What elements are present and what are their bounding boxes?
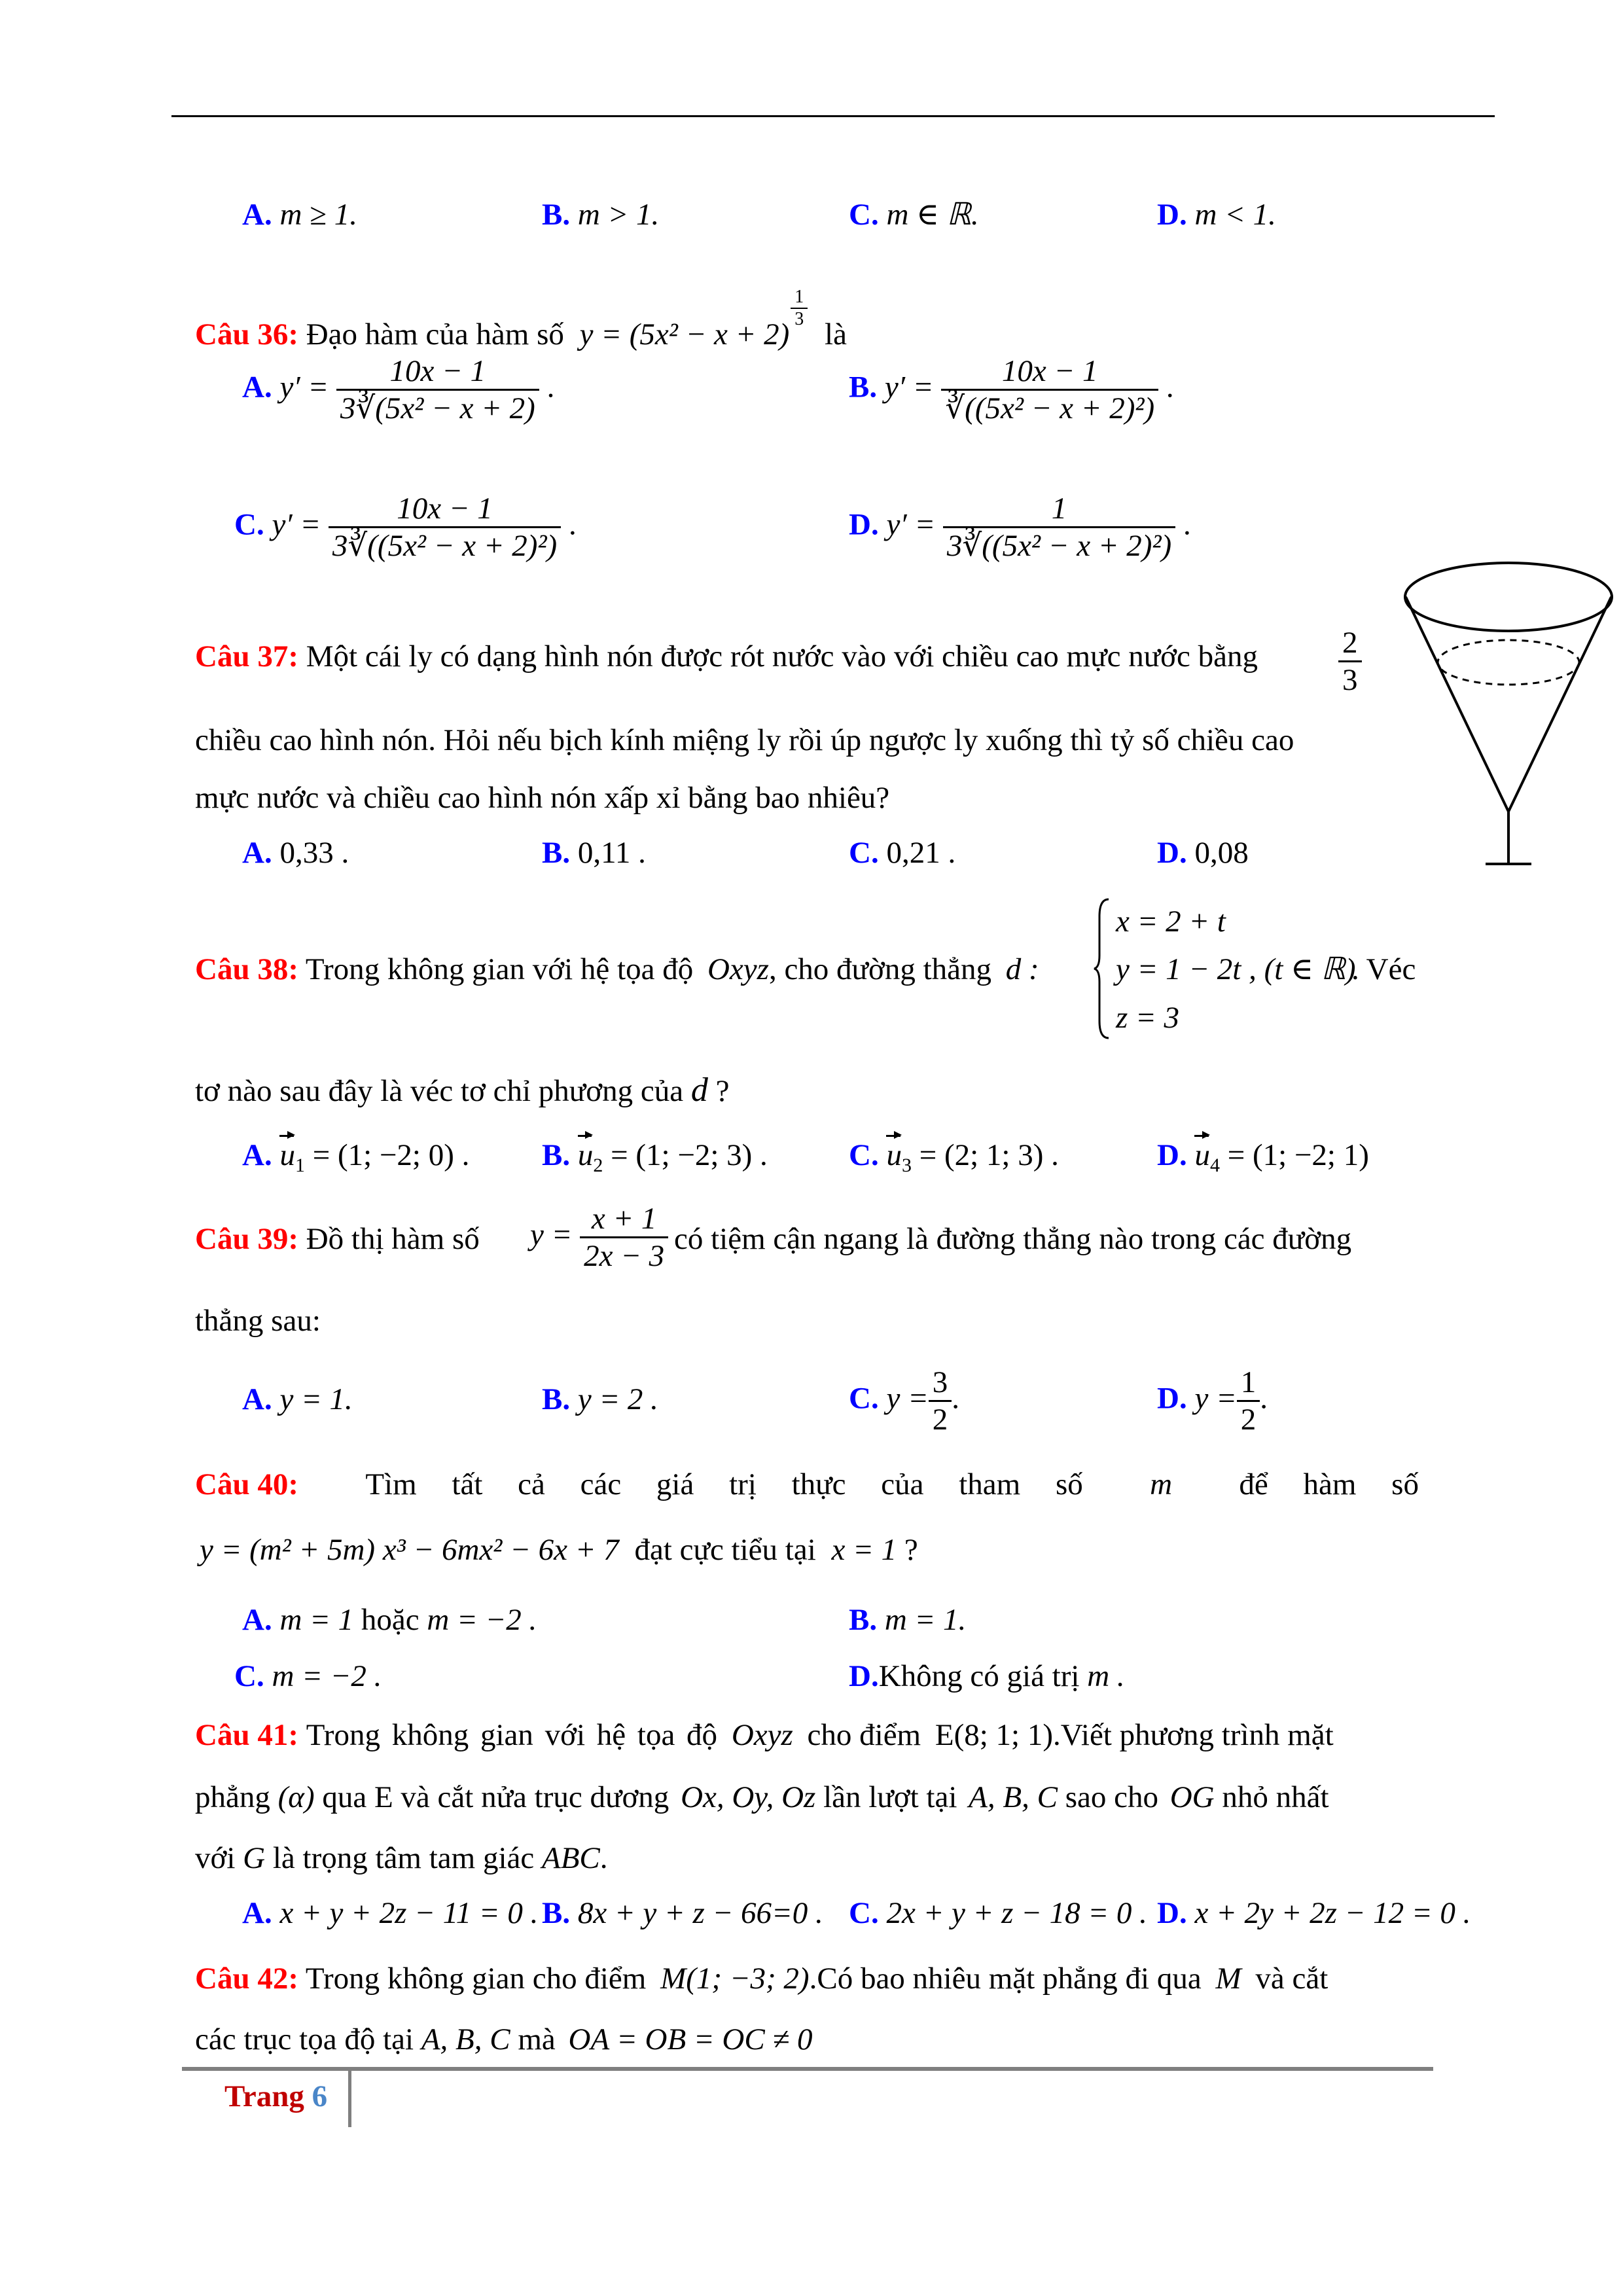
q36-option-c: C. y′ = $\frac{10x - 1}{\text{3∛((5x² − x + 2)²)}}$ . xyxy=(234,492,577,564)
q39-text2: có tiệm cận ngang là đường thẳng nào trong các đường xyxy=(674,1222,1352,1256)
q41-line1: Câu 41: Trong không gian với hệ tọa độ Oxyz cho điểm E(8; 1; 1).Viết phương trình mặt xyxy=(195,1718,1334,1752)
page-number: Trang 6 xyxy=(224,2079,328,2113)
footer-rule xyxy=(182,2067,1433,2071)
q36-option-a: A. y′ = $\frac{10x - 1}{\text{3∛(5x² − x + 2)}}$ . xyxy=(242,354,555,426)
q35-option-d: D. m < 1. xyxy=(1157,198,1276,232)
q41-line3: với G là trọng tâm tam giác ABC. xyxy=(195,1841,608,1875)
q40-option-b: B. m = 1. xyxy=(849,1603,967,1637)
q42-line2: các trục tọa độ tại A, B, C mà OA = OB = OC ≠ 0 xyxy=(195,2022,813,2056)
q41-line2: phẳng (α) qua E và cắt nửa trục dương Ox, Oy, Oz lần lượt tại A, B, C sao cho OG nhỏ nhất xyxy=(195,1780,1329,1814)
q36-option-d: D. y′ = $\frac{1}{\text{3∛((5x² − x + 2)²)}}$ . xyxy=(849,492,1191,564)
q37-option-d: D. 0,08 xyxy=(1157,836,1249,870)
q36-b-fraction: $\frac{10x - 1}{\text{∛((5x² − x + 2)²)}}$ xyxy=(941,353,1158,426)
q38-option-a: A. $u_1 = (1$; −2; 0) . xyxy=(242,1138,470,1176)
q38-system-line1: x = 2 + t xyxy=(1116,905,1226,939)
q39-option-c: C. y = $\frac{3}{2}$ . xyxy=(849,1365,960,1437)
q35-option-a: A. m ≥ 1. xyxy=(242,198,357,232)
q39-option-a: A. y = 1. xyxy=(242,1382,353,1416)
q36-exponent: $\frac{1}{3}$ xyxy=(791,287,808,330)
q37-line2: chiều cao hình nón. Hỏi nếu bịch kính miệng ly rồi úp ngược ly xuống thì tỷ số chiều cao xyxy=(195,723,1294,757)
q39-option-d: D. y = $\frac{1}{2}$ . xyxy=(1157,1365,1268,1437)
cone-rim xyxy=(1405,563,1612,631)
cone-right-side xyxy=(1508,597,1611,812)
q40-option-c: C. m = −2 . xyxy=(234,1659,382,1693)
q40-line1: Câu 40: Tìm tất cả các giá trị thực của tham số m để hàm số xyxy=(195,1467,1419,1501)
q35-option-b: B. m > 1. xyxy=(542,198,660,232)
q39-line2: thẳng sau: xyxy=(195,1304,321,1338)
cone-glass-figure xyxy=(1400,556,1623,870)
q38-option-b: B. $u_2 = (1$; −2; 3) . xyxy=(542,1138,768,1176)
q41-option-c: C. 2x + y + z − 18 = 0 . xyxy=(849,1896,1147,1930)
q37-option-b: B. 0,11 . xyxy=(542,836,646,870)
q36-option-b: B. y′ = $\frac{10x - 1}{\text{∛((5x² − x + 2)²)}}$ . xyxy=(849,354,1174,426)
q38-stem: Câu 38: Trong không gian với hệ tọa độ Oxyz, cho đường thẳng d : xyxy=(195,952,1039,986)
q38-option-d: D. $u_4 = (1$; −2; 1) xyxy=(1157,1138,1369,1176)
q38-tail: . Véc xyxy=(1351,952,1416,986)
q35-option-c: C. m ∈ ℝ. xyxy=(849,198,979,232)
q40-option-d: D.Không có giá trị m . xyxy=(849,1659,1125,1693)
q41-option-a: A. x + y + 2z − 11 = 0 . xyxy=(242,1896,539,1930)
water-level xyxy=(1438,640,1579,685)
q41-option-b: B. 8x + y + z − 66=0 . xyxy=(542,1896,823,1930)
q41-option-d: D. x + 2y + 2z − 12 = 0 . xyxy=(1157,1896,1471,1930)
q37-line1: Câu 37: Một cái ly có dạng hình nón được rót nước vào với chiều cao mực nước bằng xyxy=(195,639,1258,673)
q39-label-text: Câu 39: Đồ thị hàm số xyxy=(195,1222,480,1256)
cone-left-side xyxy=(1406,597,1508,812)
q37-option-a: A. 0,33 . xyxy=(242,836,349,870)
q36-c-fraction: $\frac{10x - 1}{\text{3∛((5x² − x + 2)²)}}$ xyxy=(329,491,561,564)
header-rule xyxy=(171,115,1495,117)
q36-d-fraction: $\frac{1}{\text{3∛((5x² − x + 2)²)}}$ xyxy=(943,491,1175,564)
q38-system-line3: z = 3 xyxy=(1116,1001,1180,1035)
q36-stem: Câu 36: Đạo hàm của hàm số y = (5x² − x + 2) $\frac{1}{3}$ là xyxy=(195,287,847,352)
footer-divider xyxy=(348,2071,351,2127)
q38-line2: tơ nào sau đây là véc tơ chỉ phương của d ? xyxy=(195,1071,730,1109)
q37-fraction: $\frac{2}{3}$ xyxy=(1338,625,1362,698)
system-brace xyxy=(1093,897,1113,1041)
q39-option-b: B. y = 2 . xyxy=(542,1382,658,1416)
q42-line1: Câu 42: Trong không gian cho điểm M(1; −3; 2).Có bao nhiêu mặt phẳng đi qua M và cắt xyxy=(195,1962,1329,1996)
q37-option-c: C. 0,21 . xyxy=(849,836,956,870)
q38-option-c: C. $u_3 = (2$; 1; 3) . xyxy=(849,1138,1059,1176)
q38-system-line2: y = 1 − 2t , (t ∈ ℝ) xyxy=(1116,952,1356,986)
q40-option-a: A. m = 1 hoặc m = −2 . xyxy=(242,1603,537,1637)
q40-line2: y = (m² + 5m) x³ − 6mx² − 6x + 7 đạt cực tiểu tại x = 1 ? xyxy=(200,1533,918,1567)
q36-a-fraction: $\frac{10x - 1}{\text{3∛(5x² − x + 2)}}$ xyxy=(336,353,539,426)
q39-function: y = $\frac{x + 1}{2x - 3}$ xyxy=(530,1201,668,1274)
q37-line3: mực nước và chiều cao hình nón xấp xỉ bằng bao nhiêu? xyxy=(195,781,890,815)
